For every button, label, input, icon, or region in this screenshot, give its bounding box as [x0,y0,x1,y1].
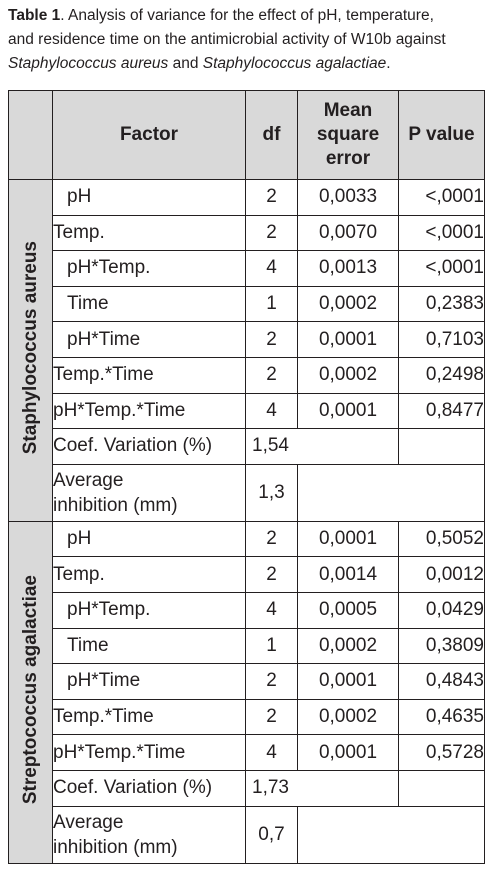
df-cell: 2 [246,521,298,557]
pvalue-cell: 0,0012 [399,557,485,593]
table-row [9,557,485,593]
mse-cell: 0,0001 [298,393,399,429]
mse-cell: 0,0001 [298,664,399,700]
table-caption [8,4,484,76]
avg-value: 1,3 [246,464,298,521]
mse-cell: 0,0005 [298,592,399,628]
df-cell: 4 [246,592,298,628]
factor-cell: pH*Time [53,664,246,700]
header-df: df [246,91,298,180]
table-row [9,664,485,700]
factor-cell: pH*Temp. [53,592,246,628]
df-cell: 2 [246,322,298,358]
header-factor: Factor [53,91,246,180]
table-row [9,286,485,322]
table-row [9,251,485,287]
factor-cell: Temp.*Time [53,357,246,393]
factor-cell: Time [53,286,246,322]
mse-cell: 0,0013 [298,251,399,287]
df-cell: 4 [246,251,298,287]
caption-line-2: and residence time on the antimicrobial activity of W10b against [8,31,446,48]
cv-value: 1,73 [246,770,399,806]
avg-label-line-1: Average [53,469,124,491]
df-cell: 2 [246,215,298,251]
cv-blank [399,429,485,465]
df-cell: 2 [246,180,298,216]
mse-cell: 0,0014 [298,557,399,593]
cv-row [9,429,485,465]
header-group-blank [9,91,53,180]
caption-species-a: Staphylococcus aureus [8,55,169,72]
avg-blank [298,464,485,521]
df-cell: 1 [246,628,298,664]
mse-cell: 0,0001 [298,735,399,771]
pvalue-cell: 0,7103 [399,322,485,358]
table-row [9,521,485,557]
caption-line-1: . Analysis of variance for the effect of pH, temperature, [60,7,434,24]
avg-label-line-2: inhibition (mm) [53,836,178,858]
avg-label-line-1: Average [53,811,124,833]
pvalue-cell: 0,4635 [399,699,485,735]
df-cell: 2 [246,699,298,735]
avg-value: 0,7 [246,806,298,863]
mse-cell: 0,0033 [298,180,399,216]
header-mse [298,91,399,180]
pvalue-cell: <,0001 [399,251,485,287]
factor-cell: Time [53,628,246,664]
header-mse-line-1: Mean [323,100,373,121]
cv-label: Coef. Variation (%) [53,429,246,465]
caption-end: . [386,55,391,72]
header-mse-line-3: error [325,148,371,169]
mse-cell: 0,0002 [298,357,399,393]
table-row [9,180,485,216]
group-label: Staphylococcus aureus [19,240,41,455]
avg-row [9,464,485,521]
pvalue-cell: 0,5728 [399,735,485,771]
factor-cell: pH*Time [53,322,246,358]
factor-cell: pH*Temp. [53,251,246,287]
df-cell: 4 [246,393,298,429]
pvalue-cell: 0,5052 [399,521,485,557]
cv-label: Coef. Variation (%) [53,770,246,806]
pvalue-cell: 0,3809 [399,628,485,664]
df-cell: 2 [246,557,298,593]
header-mse-line-2: square [316,124,380,145]
mse-cell: 0,0001 [298,521,399,557]
avg-label-line-2: inhibition (mm) [53,494,178,516]
cv-value: 1,54 [246,429,399,465]
header-pvalue: P value [399,91,485,180]
cv-blank [399,770,485,806]
mse-cell: 0,0002 [298,628,399,664]
pvalue-cell: 0,4843 [399,664,485,700]
avg-row [9,806,485,863]
table-row [9,735,485,771]
pvalue-cell: 0,2498 [399,357,485,393]
factor-cell: Temp.*Time [53,699,246,735]
group-label-cell [9,521,53,863]
table-row [9,699,485,735]
df-cell: 2 [246,357,298,393]
anova-table [8,90,485,864]
pvalue-cell: <,0001 [399,180,485,216]
avg-label [53,464,246,521]
caption-and: and [168,55,203,72]
table-row [9,322,485,358]
pvalue-cell: 0,0429 [399,592,485,628]
df-cell: 4 [246,735,298,771]
mse-cell: 0,0070 [298,215,399,251]
table-row [9,393,485,429]
mse-cell: 0,0002 [298,699,399,735]
df-cell: 2 [246,664,298,700]
factor-cell: pH*Temp.*Time [53,735,246,771]
pvalue-cell: <,0001 [399,215,485,251]
table-row [9,592,485,628]
caption-label: Table 1 [8,7,61,24]
table-header-row [9,91,485,180]
mse-cell: 0,0002 [298,286,399,322]
avg-label [53,806,246,863]
group-label: Streptococcus agalactiae [19,574,41,804]
factor-cell: pH [53,521,246,557]
df-cell: 1 [246,286,298,322]
table-row [9,628,485,664]
factor-cell: pH*Temp.*Time [53,393,246,429]
group-label-cell [9,180,53,522]
cv-row [9,770,485,806]
table-row [9,357,485,393]
factor-cell: pH [53,180,246,216]
pvalue-cell: 0,8477 [399,393,485,429]
avg-blank [298,806,485,863]
table-row [9,215,485,251]
mse-cell: 0,0001 [298,322,399,358]
factor-cell: Temp. [53,215,246,251]
caption-species-b: Staphylococcus agalactiae [202,55,387,72]
pvalue-cell: 0,2383 [399,286,485,322]
factor-cell: Temp. [53,557,246,593]
